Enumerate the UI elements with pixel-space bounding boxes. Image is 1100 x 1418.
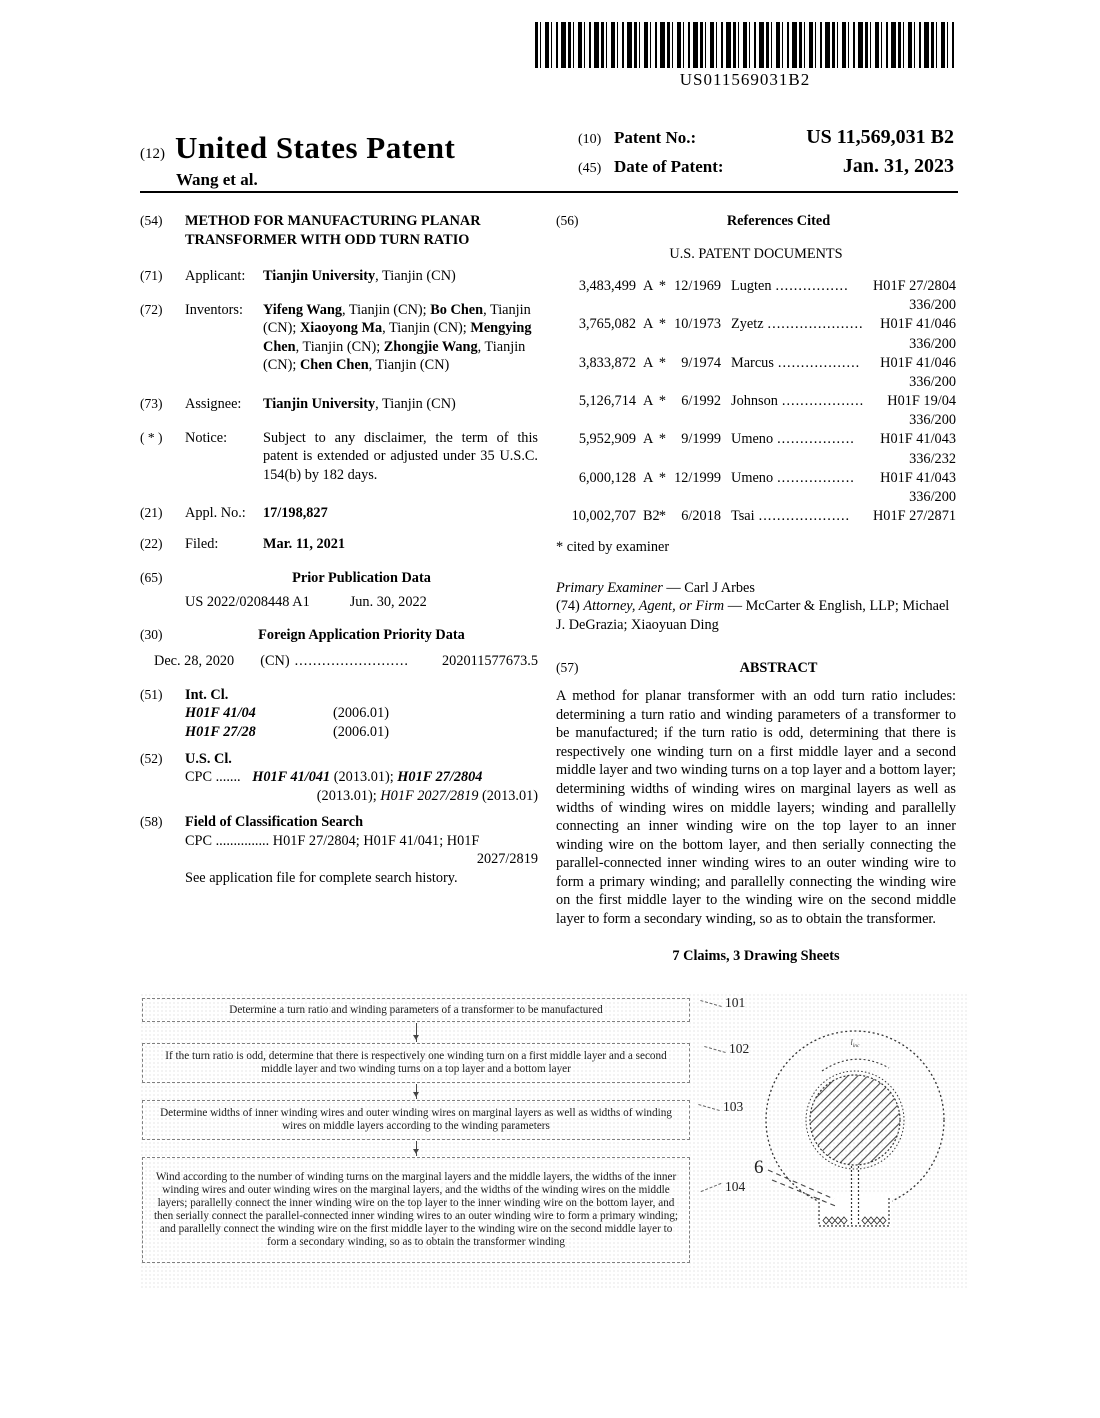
ref-class-cont: 336/232 (909, 450, 956, 467)
patent-no-label: Patent No.: (614, 128, 697, 147)
ref-kind: A (643, 278, 654, 295)
ref-star: * (658, 278, 667, 295)
us-cl-label: U.S. Cl. (185, 750, 232, 767)
right-column (556, 212, 956, 965)
patent-authors: Wang et al. (176, 170, 258, 189)
code-10: (10) (578, 132, 602, 147)
references-cited-heading: References Cited (726, 213, 831, 229)
section-30-heading (140, 626, 538, 645)
int-cl-row (185, 704, 538, 723)
publication-date: Jun. 30, 2022 (349, 594, 427, 611)
ref-label-101: 101 (700, 995, 745, 1011)
reference-row (556, 392, 956, 411)
section-56-heading (556, 212, 956, 231)
barcode-block (535, 22, 955, 90)
section-number: (21) (140, 505, 163, 521)
inventor-location: , Tianjin (CN); (263, 338, 526, 374)
int-cl-row (185, 723, 538, 742)
int-cl-label: Int. Cl. (185, 686, 229, 703)
notice-text: Subject to any disclaimer, the term of this patent is extended or adjusted under 35 U.S.C. 154(b) by 182 days. (263, 429, 538, 483)
field-of-search-note: See application file for complete search history. (185, 870, 458, 887)
arc-label: $l_{inc}$ (850, 1038, 860, 1049)
invention-title: METHOD FOR MANUFACTURING PLANAR TRANSFORMER WITH ODD TURN RATIO (185, 213, 481, 248)
section-71-applicant (140, 267, 538, 286)
ref-kind: A (643, 469, 654, 486)
cpc-class: H01F 27/2804 (397, 769, 483, 786)
section-number: (30) (140, 626, 163, 642)
assignee-location: , Tianjin (CN) (375, 396, 456, 413)
foreign-priority-heading: Foreign Application Priority Data (258, 626, 465, 643)
foreign-priority-line (140, 652, 538, 671)
leader-dots: ..................... (767, 316, 864, 333)
reference-row (556, 354, 956, 373)
publication-number: US 2022/0208448 A1 (185, 594, 310, 611)
ref-number: 5,952,909 (578, 431, 636, 448)
notice-label: Notice: (185, 429, 228, 446)
section-22-filed (140, 535, 538, 554)
ref-kind: A (643, 354, 654, 371)
applicant-name: Tianjin University (263, 268, 376, 285)
cpc-class: H01F 2027/2819 (380, 787, 479, 804)
cpc-class: H01F 41/041 (252, 769, 331, 786)
reference-row (556, 430, 956, 449)
reference-row (556, 507, 956, 526)
claims-drawing-sheets: 7 Claims, 3 Drawing Sheets (672, 947, 840, 964)
width-arc (822, 1059, 889, 1071)
section-number: (72) (140, 301, 163, 317)
ref-class-cont: 336/200 (909, 297, 956, 314)
header-divider (140, 191, 958, 193)
ref-star: * (658, 354, 667, 371)
prior-publication-line (185, 593, 538, 612)
ref-class-cont: 336/200 (909, 373, 956, 390)
barcode-icon (535, 22, 955, 68)
ref-class-cont: 336/200 (909, 488, 956, 505)
page-title: United States Patent (175, 130, 456, 165)
reference-row (556, 277, 956, 296)
ref-star: * (658, 393, 667, 410)
appl-no-value: 17/198,827 (263, 505, 328, 522)
ref-name: Zyetz (731, 316, 764, 333)
ref-number: 6,000,128 (578, 469, 636, 486)
section-number: (58) (140, 814, 163, 830)
ref-date: 6/2018 (681, 508, 721, 525)
date-of-patent: Jan. 31, 2023 (842, 155, 954, 177)
int-cl-version: (2006.01) (333, 705, 389, 722)
us-patent-documents-heading: U.S. PATENT DOCUMENTS (669, 245, 843, 262)
filed-label: Filed: (185, 535, 219, 552)
cpc-prefix: CPC ....... (185, 769, 241, 786)
ref-number: 10,002,707 (571, 508, 636, 525)
ref-kind: B2 (643, 508, 660, 525)
flow-arrow-icon (416, 1084, 417, 1099)
section-52-heading (140, 750, 538, 769)
ref-label-104: 104 (700, 1179, 745, 1195)
ref-date: 12/1999 (674, 469, 721, 486)
barcode-number: US011569031B2 (679, 70, 811, 89)
leader-dots: ......................... (294, 653, 409, 670)
ref-number: 3,765,082 (578, 316, 636, 333)
header-left (140, 130, 455, 190)
flowchart-step-102: If the turn ratio is odd, determine that there is respectively one winding turn on a first middle layer and a second middle layer and two winding turns on a top layer and a bottom layer (142, 1043, 690, 1083)
header-right (578, 126, 954, 184)
section-number: (71) (140, 268, 163, 284)
section-54-title (140, 212, 538, 249)
leader-line-icon (704, 1046, 725, 1053)
core-hatched-circle (810, 1075, 900, 1165)
section-number: (22) (140, 535, 163, 551)
ref-class-cont: 336/200 (909, 335, 956, 352)
priority-application-number: 202011577673.5 (442, 653, 538, 670)
field-of-search-line1: CPC ............... H01F 27/2804; H01F 41/041; H01F (185, 832, 480, 849)
ref-label-103: 103 (698, 1099, 743, 1115)
section-number: (51) (140, 686, 163, 702)
inventor-name: Bo Chen (430, 301, 484, 318)
ref-class: H01F 41/043 (880, 431, 956, 448)
leader-dots: .................. (781, 393, 865, 410)
assignee-value (263, 395, 538, 414)
flowchart-step-101: Determine a turn ratio and winding parameters of a transformer to be manufactured (142, 998, 690, 1022)
ref-class: H01F 41/046 (880, 354, 956, 371)
ref-label-102: 102 (704, 1041, 749, 1057)
section-number: (52) (140, 750, 163, 766)
abstract-text: A method for planar transformer with an odd turn ratio includes: determining a turn ratio and winding parameters of a transformer to be manufactured; if the turn ratio is odd, determining that there is respectively one winding turn on a first middle layer and a second middle layer and two winding turns on a top layer and a bottom layer; determining widths of winding wires on marginal layers as well as widths of winding wires on middle layers; winding and parallelly connecting an inner winding wire on the top layer to an inner winding wire on the bottom layer, and then serially connecting the parallel-connected inner winding wires to an outer winding wire to form a primary winding; and parallelly connecting the winding wire on the first middle layer to the winding wire on the second middle layer to form a secondary winding, so as to obtain the transformer. (556, 688, 956, 928)
int-cl-version: (2006.01) (333, 723, 389, 740)
section-number: (74) (556, 598, 580, 615)
leader-dots: ................ (775, 278, 849, 295)
leader-line-icon (698, 1104, 719, 1111)
leader-dots: .................... (758, 508, 851, 525)
cited-by-examiner-note: * cited by examiner (556, 539, 670, 556)
int-cl-class: H01F 27/28 (185, 723, 256, 740)
ref-number: 5,126,714 (578, 393, 636, 410)
ref-date: 10/1973 (674, 316, 721, 333)
ref-date: 12/1969 (674, 278, 721, 295)
ref-date: 9/1974 (681, 354, 721, 371)
callout-6: 6 (754, 1157, 764, 1178)
priority-country: (CN) (260, 653, 290, 670)
cpc-version: (2013.01); (316, 787, 381, 804)
ref-name: Lugten (731, 278, 772, 295)
section-21-appl-no (140, 504, 538, 523)
attorney-names: — McCarter & English, LLP; Michael J. DeGrazia; Xiaoyuan Ding (556, 598, 950, 633)
code-12: (12) (140, 146, 165, 162)
ref-name: Umeno (731, 469, 774, 486)
section-number: ( * ) (140, 429, 163, 445)
section-number: (56) (556, 213, 579, 228)
primary-examiner-label: Primary Examiner (556, 579, 663, 596)
ref-star: * (658, 316, 667, 333)
inventors-label: Inventors: (185, 301, 243, 318)
attorney-line (556, 597, 956, 634)
transformer-winding-diagram (732, 993, 968, 1285)
flow-arrow-icon (416, 1023, 417, 1042)
leader-line-icon (701, 1183, 722, 1192)
abstract-heading: ABSTRACT (739, 659, 818, 676)
inventor-location: , Tianjin (CN); (295, 338, 384, 355)
reference-row (556, 469, 956, 488)
ref-number: 3,833,872 (578, 354, 636, 371)
left-column (140, 212, 538, 888)
section-65-heading (140, 569, 538, 588)
cpc-version: (2013.01); (330, 769, 398, 786)
date-of-patent-label: Date of Patent: (614, 157, 724, 176)
section-number: (65) (140, 569, 163, 585)
prior-publication-heading: Prior Publication Data (292, 569, 431, 586)
attorney-label: Attorney, Agent, or Firm (583, 598, 725, 615)
section-72-inventors (140, 301, 538, 375)
inventor-name: Zhongjie Wang (383, 338, 478, 355)
code-45: (45) (578, 161, 602, 176)
cpc-version: (2013.01) (478, 787, 538, 804)
flow-arrow-icon (416, 1141, 417, 1156)
applicant-location: , Tianjin (CN) (375, 268, 456, 285)
ref-number: 3,483,499 (578, 278, 636, 295)
priority-date: Dec. 28, 2020 (154, 653, 235, 670)
inventor-name: Chen Chen (299, 357, 369, 374)
reference-row (556, 315, 956, 334)
ref-name: Johnson (731, 393, 778, 410)
ref-kind: A (643, 393, 654, 410)
leader-dots: ................. (777, 431, 855, 448)
us-cl-line1 (185, 768, 538, 787)
leader-dots: .................. (777, 354, 861, 371)
primary-examiner-name: — Carl J Arbes (662, 579, 755, 596)
section-number: (57) (556, 659, 579, 675)
figure-sheet (140, 993, 968, 1288)
section-number: (73) (140, 396, 163, 412)
inventor-location: , Tianjin (CN); (382, 320, 471, 337)
inventor-location: , Tianjin (CN); (263, 301, 531, 337)
section-58-heading (140, 813, 538, 832)
ref-class-cont: 336/200 (909, 412, 956, 429)
ref-name: Marcus (731, 354, 774, 371)
ref-class: H01F 41/043 (880, 469, 956, 486)
ref-star: * (658, 508, 667, 525)
us-cl-line2 (140, 787, 538, 806)
ref-class: H01F 27/2871 (872, 508, 956, 525)
appl-no-label: Appl. No.: (185, 505, 246, 522)
applicant-label: Applicant: (185, 268, 246, 285)
ref-class: H01F 27/2804 (872, 278, 956, 295)
section-73-assignee (140, 395, 538, 414)
patent-number: US 11,569,031 B2 (806, 126, 954, 148)
section-57-heading (556, 659, 956, 678)
ref-kind: A (643, 316, 654, 333)
leader-dots: ................. (777, 469, 855, 486)
int-cl-class: H01F 41/04 (185, 705, 256, 722)
ref-star: * (658, 469, 667, 486)
inventor-location: , Tianjin (CN); (342, 301, 431, 318)
leader-line-icon (700, 1000, 721, 1007)
ref-class: H01F 19/04 (887, 393, 956, 410)
inventor-name: Yifeng Wang (263, 301, 343, 318)
ref-star: * (658, 431, 667, 448)
section-51-heading (140, 686, 538, 705)
filed-date: Mar. 11, 2021 (263, 535, 346, 552)
inventors-list (263, 301, 538, 375)
section-number: (54) (140, 213, 163, 228)
ref-name: Tsai (731, 508, 755, 525)
flowchart-step-103: Determine widths of inner winding wires and outer winding wires on marginal layers as well as widths of winding wires on middle layers according to the winding parameters (142, 1100, 690, 1140)
flowchart-step-104: Wind according to the number of winding turns on the marginal layers and the middle layers, the widths of the inner winding wires and outer winding wires on the marginal layers, and the widths of the winding wires on the middle layers; parallelly connect the inner winding wire on the top layer to the inner winding wire on the bottom layer, and then serially connect the parallel-connected inner winding wires to an outer winding wire to form a primary winding; and parallelly connect the winding wire on the first middle layer to the winding wire on the second middle layer to form a secondary winding, so as to obtain the transformer winding (142, 1157, 690, 1263)
inventor-name: Mengying Chen (263, 320, 532, 355)
section-notice (140, 429, 538, 485)
ref-date: 9/1999 (681, 431, 721, 448)
references-table (556, 277, 956, 526)
assignee-name: Tianjin University (263, 396, 376, 413)
assignee-label: Assignee: (185, 396, 242, 413)
ref-name: Umeno (731, 431, 774, 448)
ref-class: H01F 41/046 (880, 316, 956, 333)
primary-examiner-line (556, 579, 956, 598)
field-of-search-label: Field of Classification Search (185, 814, 364, 831)
ref-date: 6/1992 (681, 393, 721, 410)
applicant-value (263, 267, 538, 286)
inventor-location: , Tianjin (CN) (368, 357, 450, 374)
inventor-name: Xiaoyong Ma (299, 320, 383, 337)
ref-kind: A (643, 431, 654, 448)
field-of-search-line2: 2027/2819 (476, 851, 538, 868)
